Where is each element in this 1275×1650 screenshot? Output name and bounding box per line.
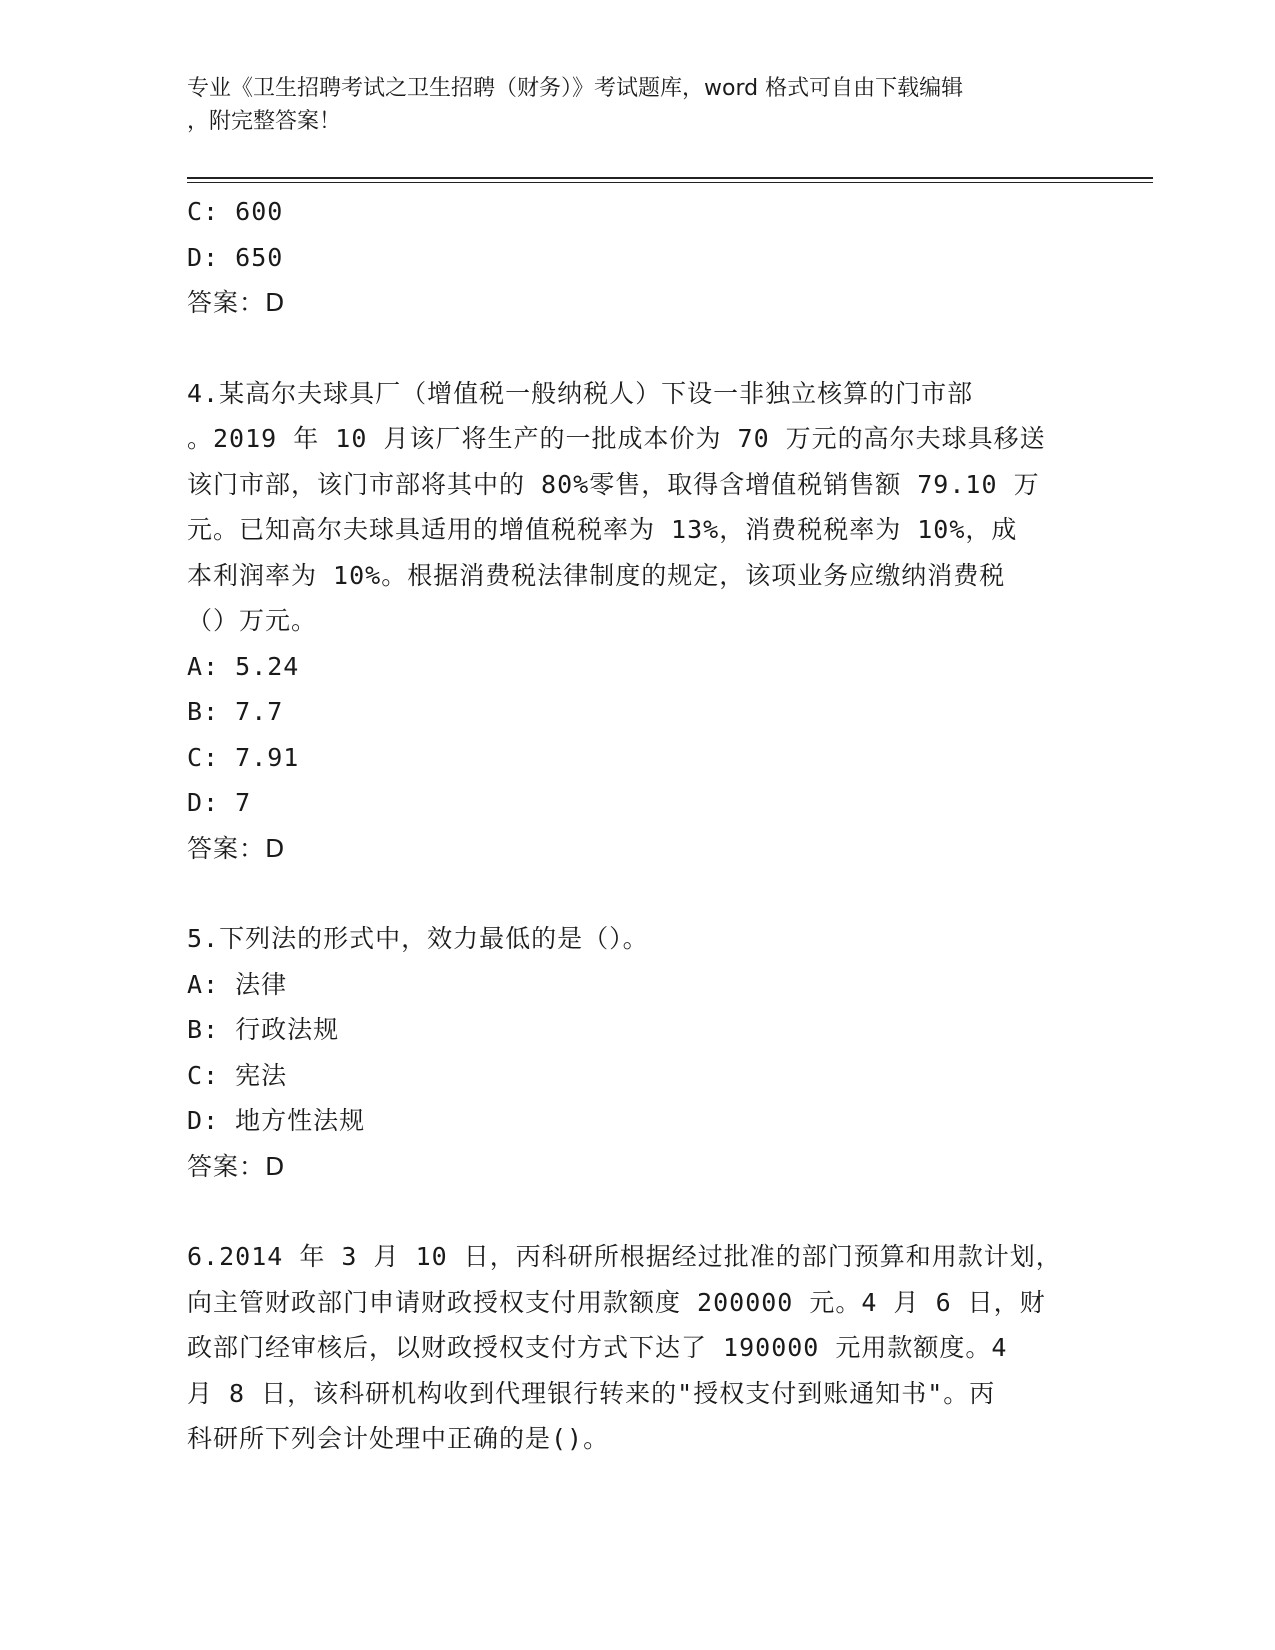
question-spacer [187, 326, 1087, 371]
header-title-line-1: 专业《卫生招聘考试之卫生招聘（财务）》考试题库，word 格式可自由下载编辑 [187, 76, 964, 101]
question-stem-line: 月 8 日，该科研机构收到代理银行转来的"授权支付到账通知书"。丙 [187, 1378, 996, 1408]
question-stem: 5.下列法的形式中，效力最低的是（）。 [187, 924, 649, 953]
option-c: C: 7.91 [187, 742, 300, 772]
header-title-line-2: ，附完整答案！ [187, 109, 342, 134]
question-spacer [187, 1189, 1087, 1234]
option-b: B: 7.7 [187, 697, 284, 726]
question-stem [187, 1234, 1087, 1462]
question-stem-line: 科研所下列会计处理中正确的是()。 [187, 1424, 610, 1453]
option-d: D: 650 [187, 242, 284, 272]
question-stem-line: 该门市部，该门市部将其中的 80%零售，取得含增值税销售额 79.10 万 [187, 469, 1040, 499]
option-d: D: 地方性法规 [187, 1106, 366, 1135]
question-stem-line: 本利润率为 10%。根据消费税法律制度的规定，该项业务应缴纳消费税 [187, 560, 1006, 590]
question-list [187, 189, 1087, 1462]
option-d: D: 7 [187, 788, 252, 817]
answer-line: 答案：D [187, 1151, 286, 1181]
question-stem-line: 。2019 年 10 月该厂将生产的一批成本价为 70 万元的高尔夫球具移送 [187, 424, 1046, 453]
question-3-tail [187, 189, 1087, 326]
answer-line: 答案：D [187, 833, 286, 863]
question-4 [187, 371, 1087, 872]
question-stem-line: 4.某高尔夫球具厂（增值税一般纳税人）下设一非独立核算的门市部 [187, 378, 974, 408]
header-divider-thick [187, 177, 1153, 179]
question-6 [187, 1234, 1087, 1462]
option-b: B: 行政法规 [187, 1015, 340, 1044]
question-stem-line: 向主管财政部门申请财政授权支付用款额度 200000 元。4 月 6 日，财 [187, 1287, 1046, 1317]
header-divider-thin [187, 182, 1153, 183]
question-spacer [187, 871, 1087, 916]
page-header [187, 72, 1067, 138]
question-5 [187, 916, 1087, 1189]
question-stem-line: （）万元。 [187, 606, 318, 635]
option-c: C: 600 [187, 197, 284, 226]
question-stem [187, 371, 1087, 644]
option-c: C: 宪法 [187, 1060, 288, 1090]
question-stem-line: 政部门经审核后，以财政授权支付方式下达了 190000 元用款额度。4 [187, 1333, 1008, 1362]
answer-line: 答案：D [187, 288, 286, 317]
question-stem-line: 6.2014 年 3 月 10 日，丙科研所根据经过批准的部门预算和用款计划， [187, 1242, 1062, 1271]
option-a: A: 5.24 [187, 651, 300, 681]
question-stem-line: 元。已知高尔夫球具适用的增值税税率为 13%，消费税税率为 10%，成 [187, 515, 1018, 544]
option-a: A: 法律 [187, 969, 288, 999]
